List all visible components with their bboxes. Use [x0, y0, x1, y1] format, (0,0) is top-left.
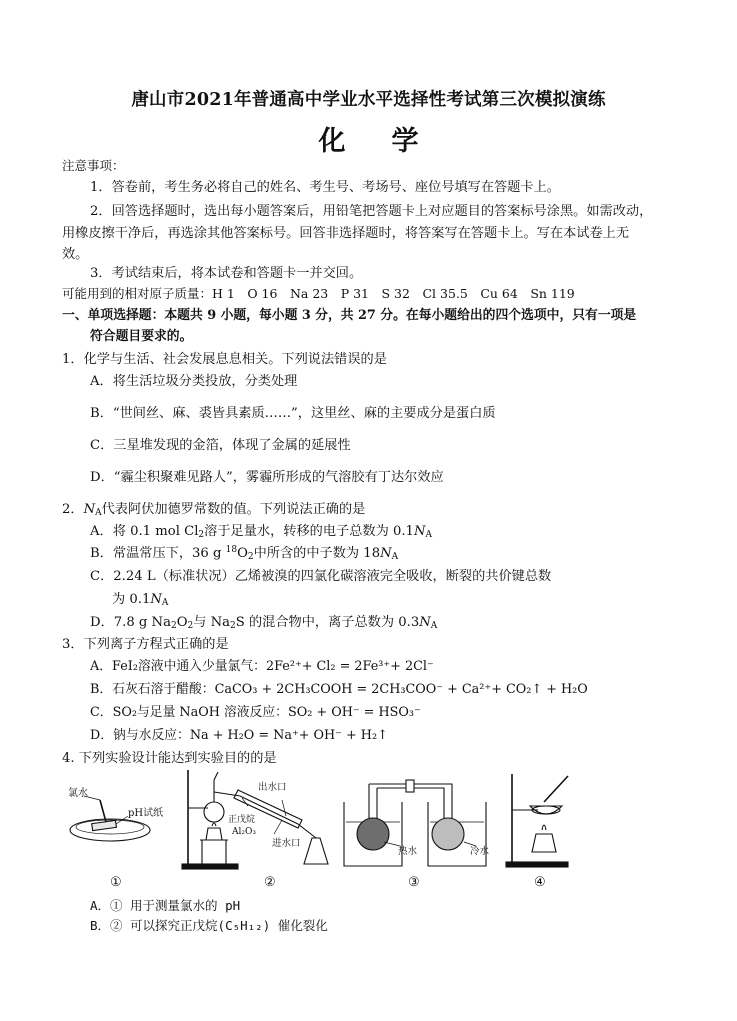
label-pentane: 正戊烷	[228, 815, 256, 825]
conical-flask	[304, 838, 328, 864]
flame	[542, 825, 546, 830]
label-hot-water: 热水	[398, 846, 418, 857]
label-cold-water: 冷水	[470, 846, 490, 857]
q3-option-a: A．FeI₂溶液中通入少量氯气：2Fe²⁺+ Cl₂ = 2Fe³⁺+ 2Cl⁻	[90, 659, 434, 674]
q2-option-d: D．7.8 g $Na_2O_2$与 $Na_2S$ 的混合物中，离子总数为 $0.3N_A$	[90, 615, 438, 631]
figure-2-cracking	[178, 766, 358, 876]
flask-hot	[357, 818, 389, 850]
q2-stem: 2．$N_A$代表阿伏加德罗常数的值。下列说法正确的是	[62, 502, 366, 518]
fig-number-2: ②	[264, 875, 276, 890]
figure-3-equilibrium	[340, 774, 500, 874]
lamp	[206, 828, 222, 840]
label-alumina: Al₂O₃	[232, 827, 256, 837]
q2-option-b: B．常温常压下，36 g $^{18}O_2$中所含的中子数为 $18N_A$	[90, 545, 399, 562]
q3-option-c: C．SO₂与足量 NaOH 溶液反应：SO₂ + OH⁻ = HSO₃⁻	[90, 705, 421, 720]
label-chlorine-water: 氯水	[68, 788, 88, 799]
flask	[204, 802, 224, 822]
label-water-out: 出水口	[258, 782, 287, 793]
stirring-rod	[544, 776, 568, 802]
note-item-2: 2．回答选择题时，选出每小题答案后，用铅笔把答题卡上对应题目的答案标号涂黑。如需改动，	[90, 204, 653, 219]
q1-option-a: A．将生活垃圾分类投放，分类处理	[90, 374, 298, 389]
flask-cold	[432, 818, 464, 850]
note-item-2-cont: 用橡皮擦干净后，再选涂其他答案标号。回答非选择题时，将答案写在答题卡上。写在本试卷上无	[62, 226, 630, 241]
q3-stem: 3．下列离子方程式正确的是	[62, 637, 229, 652]
atomic-masses: 可能用到的相对原子质量：H 1 O 16 Na 23 P 31 S 32 Cl 35.5 Cu 64 Sn 119	[62, 286, 575, 301]
q1-option-b: B．“世间丝、麻、裘皆具素质……”，这里丝、麻的主要成分是蛋白质	[90, 406, 496, 421]
q4-option-b: B．② 可以探究正戊烷(C₅H₁₂) 催化裂化	[90, 918, 328, 933]
fig-number-4: ④	[534, 875, 546, 890]
q1-option-d: D．“霾尘积聚难见路人”，雾霾所形成的气溶胶有丁达尔效应	[90, 470, 444, 485]
q3-option-b: B．石灰石溶于醋酸：CaCO₃ + 2CH₃COOH = 2CH₃COO⁻ + Ca²⁺+ CO₂↑ + H₂O	[90, 682, 588, 697]
note-item-3: 3．考试结束后，将本试卷和答题卡一并交回。	[90, 266, 363, 281]
q1-option-c: C．三星堆发现的金箔，体现了金属的延展性	[90, 438, 351, 453]
q4-stem: 4. 下列实验设计能达到实验目的的是	[62, 751, 277, 766]
section-heading-cont: 符合题目要求的。	[90, 329, 193, 344]
exam-title: 唐山市2021年普通高中学业水平选择性考试第三次模拟演练	[131, 90, 606, 110]
note-item-2-end: 效。	[62, 247, 89, 262]
q2-option-c: C．2.24 L（标准状况）乙烯被溴的四氯化碳溶液完全吸收，断裂的共价键总数	[90, 569, 552, 584]
note-item-1: 1．答卷前，考生务必将自己的姓名、考生号、考场号、座位号填写在答题卡上。	[90, 180, 560, 195]
label-water-in: 进水口	[272, 838, 301, 849]
fig-number-3: ③	[408, 875, 420, 890]
label-ph-paper: pH试纸	[128, 808, 164, 819]
ph-paper	[92, 820, 117, 830]
fig-number-1: ①	[110, 875, 122, 890]
alcohol-lamp	[532, 834, 556, 852]
notes-heading: 注意事项：	[62, 158, 125, 173]
q1-stem: 1．化学与生活、社会发展息息相关。下列说法错误的是	[62, 352, 387, 367]
q4-option-a: A．① 用于测量氯水的 pH	[90, 898, 241, 913]
section-heading: 一、单项选择题：本题共 9 小题，每小题 3 分，共 27 分。在每小题给出的四个选项中，只有一项是	[62, 308, 637, 323]
subject-title: 化学	[318, 126, 465, 157]
q2-option-a: A．将 0.1 mol $Cl_2$溶于足量水，转移的电子总数为 $0.1N_A$	[90, 524, 432, 540]
q2-option-c-cont: 为 $0.1N_A$	[112, 592, 169, 608]
figure-4-evaporation	[500, 770, 590, 870]
q3-option-d: D．钠与水反应：Na + H₂O = Na⁺+ OH⁻ + H₂↑	[90, 728, 388, 743]
